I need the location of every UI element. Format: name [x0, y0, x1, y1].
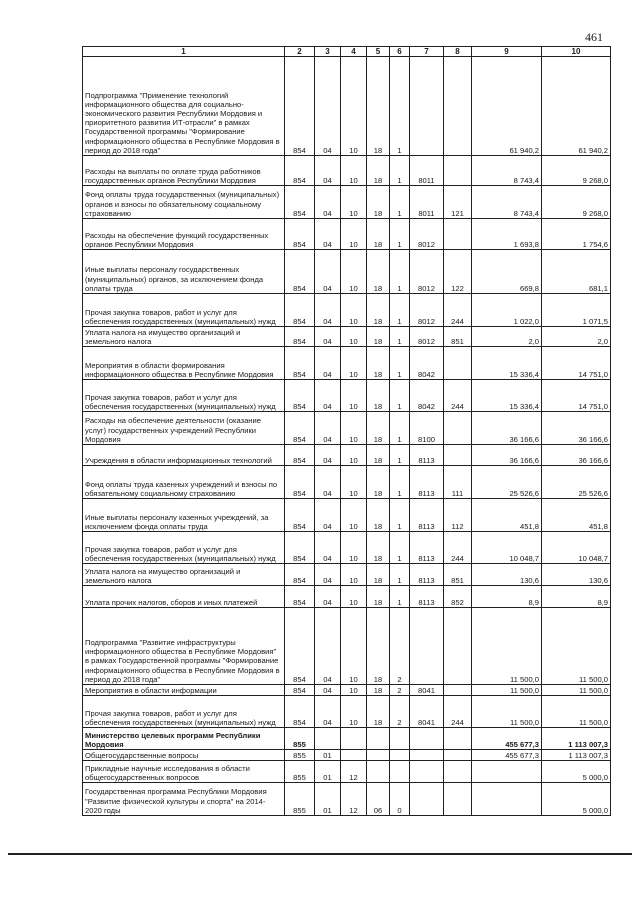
cell-code-program: 18	[367, 532, 390, 564]
cell-code-section: 01	[315, 750, 341, 761]
cell-code-item: 8042	[410, 380, 444, 412]
cell-code-program: 18	[367, 696, 390, 728]
cell-code-subsection: 12	[341, 783, 367, 816]
cell-code-program: 18	[367, 219, 390, 250]
cell-name: Иные выплаты персоналу государственных (муниципальных) органов, за исключением фонда оплаты труда	[83, 250, 285, 294]
cell-code-subsection: 10	[341, 327, 367, 347]
cell-code-item	[410, 783, 444, 816]
cell-amount-year-1: 15 336,4	[472, 347, 542, 380]
cell-code-section: 04	[315, 608, 341, 685]
cell-code-subprogram: 1	[390, 57, 410, 156]
cell-code-grbs: 854	[285, 347, 315, 380]
cell-code-subsection: 10	[341, 685, 367, 696]
cell-code-expense-type	[444, 156, 472, 186]
column-header-4: 4	[341, 47, 367, 57]
cell-amount-year-2: 5 000,0	[542, 761, 611, 783]
cell-code-grbs: 854	[285, 608, 315, 685]
table-row	[83, 445, 611, 466]
cell-code-section: 04	[315, 294, 341, 327]
cell-name: Уплата прочих налогов, сборов и иных платежей	[83, 586, 285, 608]
cell-amount-year-2: 61 940,2	[542, 57, 611, 156]
cell-amount-year-2: 1 113 007,3	[542, 750, 611, 761]
cell-code-section: 04	[315, 532, 341, 564]
cell-code-expense-type	[444, 412, 472, 445]
cell-code-grbs: 855	[285, 783, 315, 816]
cell-code-expense-type	[444, 750, 472, 761]
cell-name: Мероприятия в области формирования информационного общества в Республике Мордовия	[83, 347, 285, 380]
cell-code-grbs: 854	[285, 532, 315, 564]
cell-amount-year-2: 2,0	[542, 327, 611, 347]
cell-code-subsection: 10	[341, 608, 367, 685]
cell-code-item: 8113	[410, 499, 444, 532]
cell-amount-year-1: 25 526,6	[472, 466, 542, 499]
table-row	[83, 586, 611, 608]
cell-code-grbs: 854	[285, 499, 315, 532]
cell-code-item: 8113	[410, 564, 444, 586]
cell-name: Учреждения в области информационных технологий	[83, 445, 285, 466]
column-header-7: 7	[410, 47, 444, 57]
cell-amount-year-2: 14 751,0	[542, 380, 611, 412]
column-header-10: 10	[542, 47, 611, 57]
cell-name: Государственная программа Республики Мордовия "Развитие физической культуры и спорта" на 2014-2020 годы	[83, 783, 285, 816]
cell-amount-year-2: 11 500,0	[542, 685, 611, 696]
cell-code-section: 04	[315, 696, 341, 728]
cell-amount-year-1: 61 940,2	[472, 57, 542, 156]
cell-code-program: 18	[367, 347, 390, 380]
cell-amount-year-2: 25 526,6	[542, 466, 611, 499]
cell-code-program: 18	[367, 327, 390, 347]
cell-code-item: 8012	[410, 219, 444, 250]
cell-code-expense-type	[444, 445, 472, 466]
cell-amount-year-2: 9 268,0	[542, 156, 611, 186]
cell-code-subsection: 10	[341, 466, 367, 499]
cell-amount-year-2: 8,9	[542, 586, 611, 608]
cell-code-subprogram	[390, 761, 410, 783]
cell-amount-year-1: 15 336,4	[472, 380, 542, 412]
cell-amount-year-2: 10 048,7	[542, 532, 611, 564]
cell-code-subprogram: 2	[390, 685, 410, 696]
cell-code-subprogram	[390, 728, 410, 750]
cell-code-subsection: 10	[341, 564, 367, 586]
cell-code-subprogram: 1	[390, 586, 410, 608]
cell-code-section: 04	[315, 564, 341, 586]
cell-code-item: 8113	[410, 445, 444, 466]
cell-amount-year-2: 9 268,0	[542, 186, 611, 219]
cell-code-section: 04	[315, 57, 341, 156]
table-row	[83, 783, 611, 816]
cell-code-subprogram: 0	[390, 783, 410, 816]
cell-code-program	[367, 728, 390, 750]
table-row	[83, 750, 611, 761]
cell-code-expense-type: 244	[444, 532, 472, 564]
cell-code-grbs: 854	[285, 294, 315, 327]
cell-code-section: 04	[315, 466, 341, 499]
cell-code-item: 8042	[410, 347, 444, 380]
cell-code-item	[410, 608, 444, 685]
cell-code-expense-type: 111	[444, 466, 472, 499]
cell-amount-year-2: 1 113 007,3	[542, 728, 611, 750]
cell-code-subprogram: 1	[390, 466, 410, 499]
cell-name: Расходы на обеспечение функций государственных органов Республики Мордовия	[83, 219, 285, 250]
cell-code-section: 04	[315, 219, 341, 250]
cell-amount-year-1: 451,8	[472, 499, 542, 532]
cell-code-grbs: 854	[285, 586, 315, 608]
cell-amount-year-1: 8 743,4	[472, 156, 542, 186]
cell-amount-year-1: 10 048,7	[472, 532, 542, 564]
cell-amount-year-2: 1 754,6	[542, 219, 611, 250]
cell-code-grbs: 854	[285, 186, 315, 219]
cell-name: Расходы на обеспечение деятельности (оказание услуг) государственных учреждений Республики Мордовия	[83, 412, 285, 445]
column-header-8: 8	[444, 47, 472, 57]
cell-code-expense-type	[444, 783, 472, 816]
cell-code-grbs: 854	[285, 156, 315, 186]
cell-name: Подпрограмма "Применение технологий информационного общества для социально-экономического развития Республики Мордовия и приоритетного развития ИТ-отрасли" в рамках Государственной программы "Формирование информационного общества в Республике Мордовия в период до 2018 года"	[83, 57, 285, 156]
cell-code-section: 04	[315, 412, 341, 445]
cell-amount-year-1: 455 677,3	[472, 728, 542, 750]
cell-code-section: 04	[315, 685, 341, 696]
column-header-2: 2	[285, 47, 315, 57]
cell-code-program: 18	[367, 250, 390, 294]
table-row	[83, 412, 611, 445]
cell-code-program: 18	[367, 466, 390, 499]
cell-code-subprogram: 2	[390, 696, 410, 728]
cell-code-expense-type	[444, 219, 472, 250]
cell-amount-year-1: 1 022,0	[472, 294, 542, 327]
cell-name: Прикладные научные исследования в области общегосударственных вопросов	[83, 761, 285, 783]
cell-code-subsection: 10	[341, 156, 367, 186]
cell-code-subsection: 10	[341, 57, 367, 156]
cell-code-program: 06	[367, 783, 390, 816]
cell-name: Прочая закупка товаров, работ и услуг для обеспечения государственных (муниципальных) нужд	[83, 294, 285, 327]
table-row	[83, 186, 611, 219]
cell-code-grbs: 854	[285, 412, 315, 445]
cell-amount-year-2: 681,1	[542, 250, 611, 294]
table-row	[83, 761, 611, 783]
cell-code-grbs: 854	[285, 250, 315, 294]
cell-amount-year-1: 455 677,3	[472, 750, 542, 761]
footer-rule	[8, 853, 632, 855]
cell-amount-year-2: 14 751,0	[542, 347, 611, 380]
cell-amount-year-2: 5 000,0	[542, 783, 611, 816]
cell-code-item	[410, 750, 444, 761]
column-header-5: 5	[367, 47, 390, 57]
cell-code-expense-type: 851	[444, 327, 472, 347]
cell-code-item: 8012	[410, 294, 444, 327]
column-header-3: 3	[315, 47, 341, 57]
cell-code-section: 04	[315, 586, 341, 608]
cell-code-section: 04	[315, 156, 341, 186]
cell-code-item: 8113	[410, 466, 444, 499]
cell-code-subprogram: 1	[390, 445, 410, 466]
table-row	[83, 294, 611, 327]
budget-table	[82, 46, 611, 816]
cell-code-section: 04	[315, 499, 341, 532]
cell-code-subprogram: 1	[390, 250, 410, 294]
cell-code-program	[367, 761, 390, 783]
cell-code-program: 18	[367, 564, 390, 586]
cell-amount-year-1: 669,8	[472, 250, 542, 294]
table-row	[83, 156, 611, 186]
cell-code-program: 18	[367, 586, 390, 608]
cell-code-grbs: 854	[285, 327, 315, 347]
cell-code-item: 8113	[410, 532, 444, 564]
table-row	[83, 250, 611, 294]
table-row	[83, 608, 611, 685]
cell-code-section: 04	[315, 445, 341, 466]
cell-code-expense-type	[444, 347, 472, 380]
cell-amount-year-1: 36 166,6	[472, 412, 542, 445]
cell-amount-year-1	[472, 783, 542, 816]
cell-code-program: 18	[367, 608, 390, 685]
cell-code-grbs: 855	[285, 728, 315, 750]
cell-code-item	[410, 761, 444, 783]
cell-code-section: 04	[315, 327, 341, 347]
cell-code-subsection: 10	[341, 347, 367, 380]
cell-code-expense-type: 112	[444, 499, 472, 532]
cell-code-subprogram: 2	[390, 608, 410, 685]
column-header-6: 6	[390, 47, 410, 57]
cell-amount-year-2: 130,6	[542, 564, 611, 586]
cell-name: Прочая закупка товаров, работ и услуг для обеспечения государственных (муниципальных) нужд	[83, 696, 285, 728]
cell-code-section: 01	[315, 761, 341, 783]
cell-code-subprogram: 1	[390, 532, 410, 564]
table-row	[83, 327, 611, 347]
cell-code-grbs: 854	[285, 380, 315, 412]
cell-amount-year-1: 11 500,0	[472, 696, 542, 728]
cell-code-section	[315, 728, 341, 750]
cell-code-program: 18	[367, 156, 390, 186]
table-row	[83, 728, 611, 750]
table-row	[83, 57, 611, 156]
cell-code-subprogram: 1	[390, 347, 410, 380]
cell-code-subprogram: 1	[390, 327, 410, 347]
cell-name: Прочая закупка товаров, работ и услуг для обеспечения государственных (муниципальных) нужд	[83, 380, 285, 412]
cell-name: Расходы на выплаты по оплате труда работников государственных органов Республики Мордовия	[83, 156, 285, 186]
cell-name: Уплата налога на имущество организаций и земельного налога	[83, 564, 285, 586]
cell-code-grbs: 854	[285, 466, 315, 499]
cell-code-item: 8041	[410, 696, 444, 728]
cell-code-item	[410, 728, 444, 750]
page-number: 461	[585, 30, 603, 44]
cell-code-grbs: 854	[285, 445, 315, 466]
cell-code-subprogram: 1	[390, 156, 410, 186]
cell-code-subsection: 10	[341, 186, 367, 219]
cell-code-subsection: 10	[341, 532, 367, 564]
cell-name: Фонд оплаты труда государственных (муниципальных) органов и взносы по обязательному социальному страхованию	[83, 186, 285, 219]
table-row	[83, 564, 611, 586]
cell-code-subsection	[341, 750, 367, 761]
cell-code-expense-type	[444, 608, 472, 685]
cell-code-expense-type: 244	[444, 696, 472, 728]
cell-code-item: 8041	[410, 685, 444, 696]
cell-code-grbs: 855	[285, 761, 315, 783]
cell-code-subsection: 10	[341, 294, 367, 327]
cell-code-grbs: 855	[285, 750, 315, 761]
cell-name: Мероприятия в области информации	[83, 685, 285, 696]
cell-code-program: 18	[367, 57, 390, 156]
table-row	[83, 219, 611, 250]
cell-code-subsection: 10	[341, 250, 367, 294]
cell-code-expense-type	[444, 685, 472, 696]
table-body	[83, 57, 611, 816]
cell-code-program	[367, 750, 390, 761]
cell-code-expense-type: 122	[444, 250, 472, 294]
cell-code-grbs: 854	[285, 219, 315, 250]
cell-code-subsection	[341, 728, 367, 750]
cell-amount-year-2: 11 500,0	[542, 696, 611, 728]
cell-code-item: 8113	[410, 586, 444, 608]
table-row	[83, 347, 611, 380]
cell-code-subprogram	[390, 750, 410, 761]
cell-code-grbs: 854	[285, 685, 315, 696]
cell-code-section: 04	[315, 250, 341, 294]
cell-code-section: 04	[315, 380, 341, 412]
cell-code-program: 18	[367, 186, 390, 219]
cell-code-grbs: 854	[285, 564, 315, 586]
cell-code-program: 18	[367, 685, 390, 696]
cell-code-expense-type: 244	[444, 294, 472, 327]
cell-code-item: 8011	[410, 156, 444, 186]
cell-code-subprogram: 1	[390, 219, 410, 250]
cell-code-program: 18	[367, 499, 390, 532]
cell-code-subsection: 10	[341, 380, 367, 412]
cell-code-subsection: 10	[341, 499, 367, 532]
cell-amount-year-2: 451,8	[542, 499, 611, 532]
cell-code-subsection: 10	[341, 219, 367, 250]
cell-code-item	[410, 57, 444, 156]
cell-code-grbs: 854	[285, 57, 315, 156]
cell-name: Общегосударственные вопросы	[83, 750, 285, 761]
table-row	[83, 499, 611, 532]
column-header-1: 1	[83, 47, 285, 57]
cell-name: Прочая закупка товаров, работ и услуг для обеспечения государственных (муниципальных) нужд	[83, 532, 285, 564]
cell-code-subprogram: 1	[390, 412, 410, 445]
cell-amount-year-1: 36 166,6	[472, 445, 542, 466]
cell-code-grbs: 854	[285, 696, 315, 728]
cell-code-section: 01	[315, 783, 341, 816]
cell-amount-year-2: 36 166,6	[542, 412, 611, 445]
cell-code-subprogram: 1	[390, 499, 410, 532]
table-row	[83, 380, 611, 412]
cell-code-expense-type	[444, 728, 472, 750]
header-row	[83, 47, 611, 57]
cell-amount-year-1: 11 500,0	[472, 608, 542, 685]
cell-code-subprogram: 1	[390, 186, 410, 219]
cell-code-subsection: 12	[341, 761, 367, 783]
cell-code-expense-type: 244	[444, 380, 472, 412]
cell-code-expense-type	[444, 761, 472, 783]
cell-code-section: 04	[315, 186, 341, 219]
column-header-9: 9	[472, 47, 542, 57]
cell-code-program: 18	[367, 445, 390, 466]
cell-code-expense-type: 121	[444, 186, 472, 219]
cell-amount-year-2: 36 166,6	[542, 445, 611, 466]
cell-code-subsection: 10	[341, 586, 367, 608]
cell-name: Иные выплаты персоналу казенных учреждений, за исключением фонда оплаты труда	[83, 499, 285, 532]
cell-amount-year-2: 11 500,0	[542, 608, 611, 685]
cell-code-item: 8012	[410, 327, 444, 347]
cell-code-expense-type	[444, 57, 472, 156]
cell-code-program: 18	[367, 412, 390, 445]
cell-code-item: 8011	[410, 186, 444, 219]
cell-amount-year-2: 1 071,5	[542, 294, 611, 327]
cell-code-item: 8100	[410, 412, 444, 445]
cell-name: Подпрограмма "Развитие инфраструктуры информационного общества в Республике Мордовия" в рамках Государственной программы "Формирование информационного общества в Республике Мордовия в период до 2018 года"	[83, 608, 285, 685]
cell-code-program: 18	[367, 380, 390, 412]
cell-code-item: 8012	[410, 250, 444, 294]
table-row	[83, 696, 611, 728]
cell-amount-year-1: 2,0	[472, 327, 542, 347]
table-row	[83, 532, 611, 564]
cell-name: Уплата налога на имущество организаций и земельного налога	[83, 327, 285, 347]
cell-amount-year-1: 1 693,8	[472, 219, 542, 250]
cell-code-subsection: 10	[341, 696, 367, 728]
cell-amount-year-1: 11 500,0	[472, 685, 542, 696]
cell-amount-year-1	[472, 761, 542, 783]
cell-code-program: 18	[367, 294, 390, 327]
table-row	[83, 466, 611, 499]
cell-amount-year-1: 130,6	[472, 564, 542, 586]
cell-code-section: 04	[315, 347, 341, 380]
cell-code-subsection: 10	[341, 445, 367, 466]
cell-code-subprogram: 1	[390, 564, 410, 586]
cell-amount-year-1: 8 743,4	[472, 186, 542, 219]
cell-code-subprogram: 1	[390, 294, 410, 327]
cell-name: Фонд оплаты труда казенных учреждений и взносы по обязательному социальному страхованию	[83, 466, 285, 499]
cell-code-expense-type: 851	[444, 564, 472, 586]
table-row	[83, 685, 611, 696]
cell-amount-year-1: 8,9	[472, 586, 542, 608]
cell-code-subsection: 10	[341, 412, 367, 445]
cell-code-expense-type: 852	[444, 586, 472, 608]
cell-name: Министерство целевых программ Республики Мордовия	[83, 728, 285, 750]
cell-code-subprogram: 1	[390, 380, 410, 412]
